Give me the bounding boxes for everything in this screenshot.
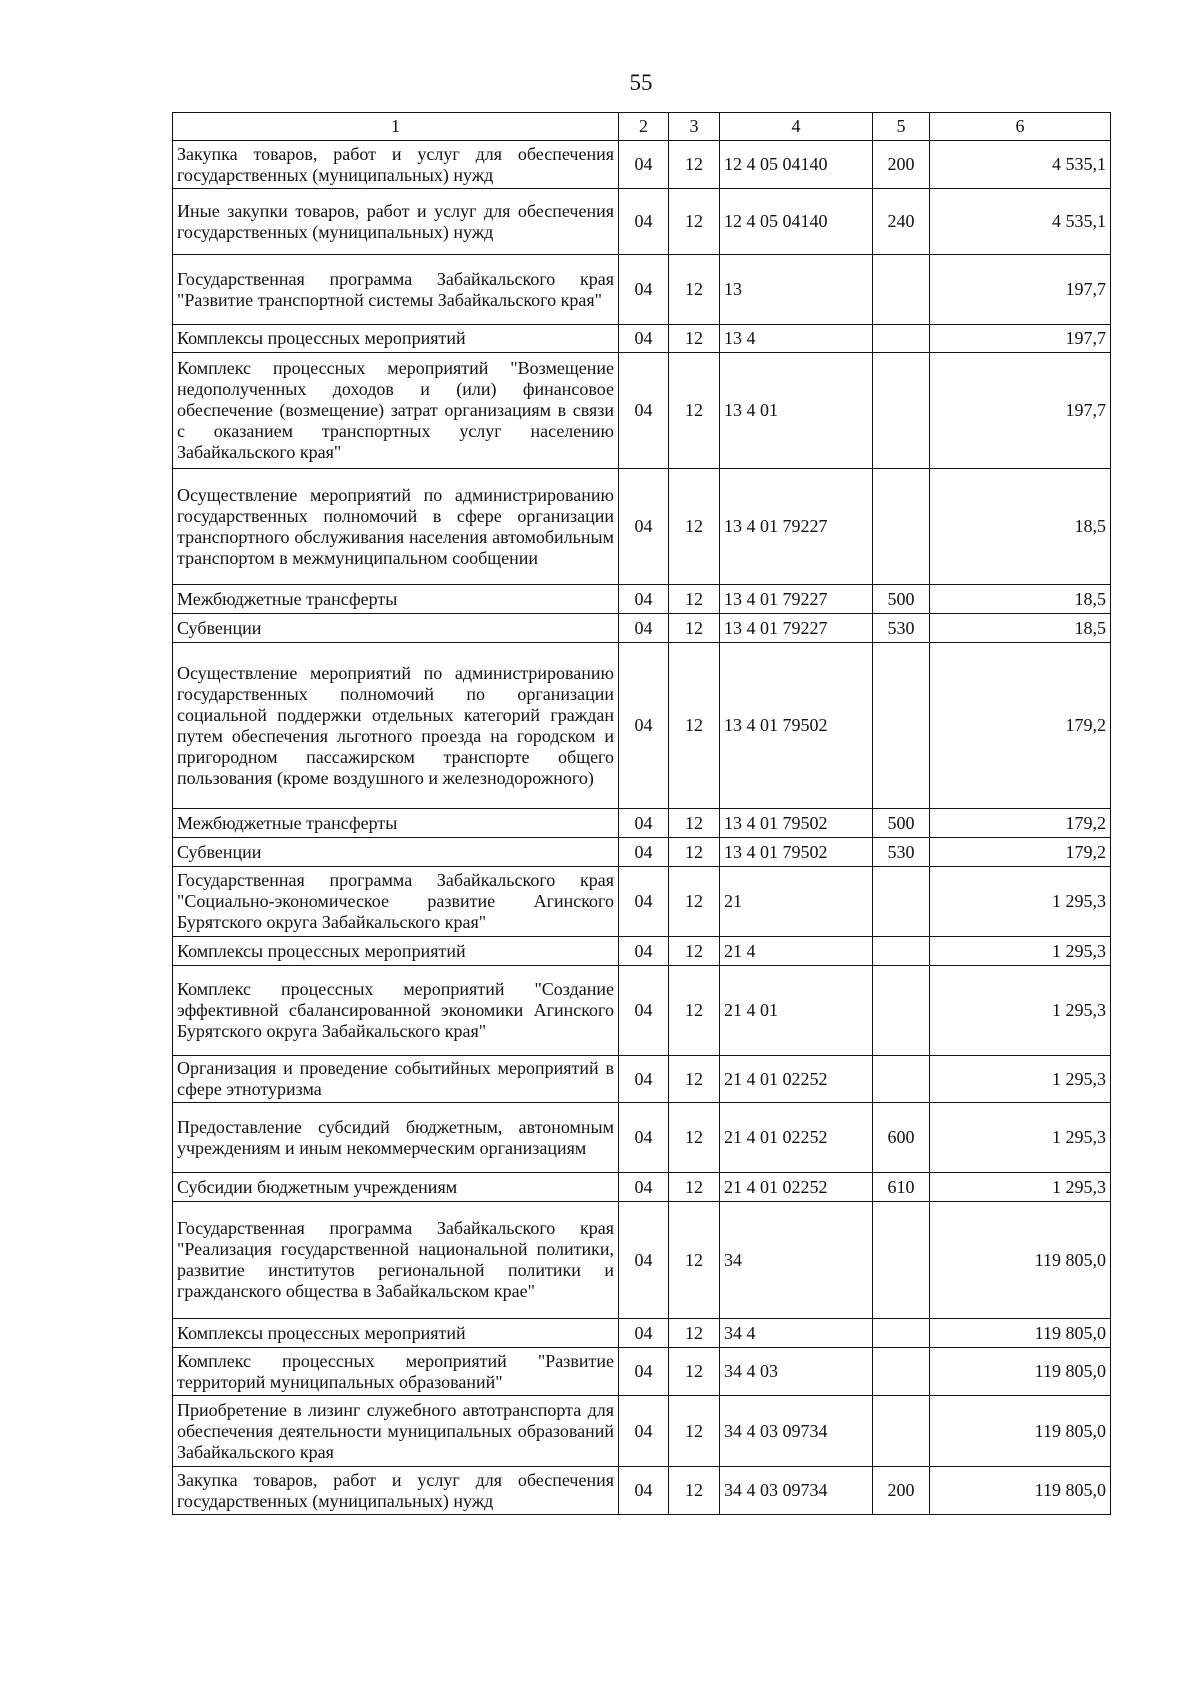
- table-row: [173, 325, 1111, 353]
- table-header-row: [173, 113, 1111, 141]
- row-section-cell: 04: [619, 937, 669, 966]
- row-amount-cell: 119 805,0: [930, 1396, 1111, 1467]
- row-target-code-cell: 34: [720, 1202, 873, 1319]
- table-row: [173, 614, 1111, 643]
- row-subsection-cell: 12: [669, 189, 720, 255]
- row-section-cell: 04: [619, 867, 669, 937]
- row-subsection-cell: 12: [669, 614, 720, 643]
- row-name-cell: Комплекс процессных мероприятий "Возмещение недополученных доходов и (или) финансовое обеспечение (возмещение) затрат организациям в связи с оказанием транспортных услуг населению Забайкальского края": [173, 353, 619, 469]
- row-expense-type-cell: [873, 867, 930, 937]
- row-section-cell: 04: [619, 643, 669, 809]
- row-section-cell: 04: [619, 141, 669, 189]
- row-name-cell: Межбюджетные трансферты: [173, 585, 619, 614]
- row-target-code-cell: 34 4 03: [720, 1348, 873, 1396]
- row-name-cell: Приобретение в лизинг служебного автотранспорта для обеспечения деятельности муниципальных образований Забайкальского края: [173, 1396, 619, 1467]
- row-name-cell: Закупка товаров, работ и услуг для обеспечения государственных (муниципальных) нужд: [173, 141, 619, 189]
- row-expense-type-cell: 530: [873, 614, 930, 643]
- row-section-cell: 04: [619, 1202, 669, 1319]
- row-subsection-cell: 12: [669, 353, 720, 469]
- row-section-cell: 04: [619, 1319, 669, 1348]
- table-row: [173, 469, 1111, 585]
- row-name-cell: Осуществление мероприятий по администрированию государственных полномочий в сфере организации транспортного обслуживания населения автомобильным транспортом в межмуниципальном сообщении: [173, 469, 619, 585]
- row-section-cell: 04: [619, 838, 669, 867]
- table-row: [173, 966, 1111, 1056]
- row-subsection-cell: 12: [669, 141, 720, 189]
- row-amount-cell: 4 535,1: [930, 189, 1111, 255]
- row-subsection-cell: 12: [669, 809, 720, 838]
- row-section-cell: 04: [619, 809, 669, 838]
- table-row: [173, 937, 1111, 966]
- row-expense-type-cell: 200: [873, 141, 930, 189]
- row-amount-cell: 119 805,0: [930, 1348, 1111, 1396]
- row-subsection-cell: 12: [669, 1467, 720, 1515]
- row-subsection-cell: 12: [669, 1056, 720, 1103]
- row-expense-type-cell: 240: [873, 189, 930, 255]
- row-amount-cell: 4 535,1: [930, 141, 1111, 189]
- row-expense-type-cell: [873, 1202, 930, 1319]
- row-amount-cell: 18,5: [930, 469, 1111, 585]
- row-name-cell: Комплекс процессных мероприятий "Создание эффективной сбалансированной экономики Агинского Бурятского округа Забайкальского края": [173, 966, 619, 1056]
- column-header: 4: [720, 113, 873, 141]
- row-section-cell: 04: [619, 1103, 669, 1173]
- row-expense-type-cell: [873, 353, 930, 469]
- row-section-cell: 04: [619, 1396, 669, 1467]
- table-row: [173, 867, 1111, 937]
- row-section-cell: 04: [619, 614, 669, 643]
- table-row: [173, 1056, 1111, 1103]
- row-subsection-cell: 12: [669, 838, 720, 867]
- row-target-code-cell: 13 4 01 79502: [720, 838, 873, 867]
- row-amount-cell: 119 805,0: [930, 1467, 1111, 1515]
- row-expense-type-cell: 610: [873, 1173, 930, 1202]
- row-subsection-cell: 12: [669, 469, 720, 585]
- row-expense-type-cell: [873, 966, 930, 1056]
- row-target-code-cell: 21 4 01 02252: [720, 1173, 873, 1202]
- row-amount-cell: 197,7: [930, 353, 1111, 469]
- row-subsection-cell: 12: [669, 1103, 720, 1173]
- row-name-cell: Закупка товаров, работ и услуг для обеспечения государственных (муниципальных) нужд: [173, 1467, 619, 1515]
- row-name-cell: Государственная программа Забайкальского края "Развитие транспортной системы Забайкальского края": [173, 255, 619, 325]
- row-name-cell: Государственная программа Забайкальского края "Социально-экономическое развитие Агинского Бурятского округа Забайкальского края": [173, 867, 619, 937]
- row-name-cell: Межбюджетные трансферты: [173, 809, 619, 838]
- row-amount-cell: 119 805,0: [930, 1319, 1111, 1348]
- row-section-cell: 04: [619, 966, 669, 1056]
- row-name-cell: Организация и проведение событийных мероприятий в сфере этнотуризма: [173, 1056, 619, 1103]
- table-row: [173, 189, 1111, 255]
- row-target-code-cell: 13 4 01 79227: [720, 469, 873, 585]
- row-expense-type-cell: [873, 643, 930, 809]
- row-expense-type-cell: 500: [873, 585, 930, 614]
- row-name-cell: Субвенции: [173, 838, 619, 867]
- row-section-cell: 04: [619, 1173, 669, 1202]
- row-subsection-cell: 12: [669, 255, 720, 325]
- row-target-code-cell: 13 4 01 79502: [720, 643, 873, 809]
- row-target-code-cell: 12 4 05 04140: [720, 189, 873, 255]
- row-subsection-cell: 12: [669, 966, 720, 1056]
- row-amount-cell: 1 295,3: [930, 1173, 1111, 1202]
- row-target-code-cell: 21 4 01: [720, 966, 873, 1056]
- row-target-code-cell: 34 4 03 09734: [720, 1467, 873, 1515]
- row-expense-type-cell: [873, 937, 930, 966]
- row-section-cell: 04: [619, 353, 669, 469]
- row-amount-cell: 1 295,3: [930, 937, 1111, 966]
- row-subsection-cell: 12: [669, 643, 720, 809]
- row-target-code-cell: 34 4: [720, 1319, 873, 1348]
- row-amount-cell: 1 295,3: [930, 1103, 1111, 1173]
- table-row: [173, 353, 1111, 469]
- row-expense-type-cell: [873, 469, 930, 585]
- row-target-code-cell: 21 4 01 02252: [720, 1056, 873, 1103]
- row-target-code-cell: 13 4 01 79227: [720, 585, 873, 614]
- row-amount-cell: 197,7: [930, 325, 1111, 353]
- row-name-cell: Государственная программа Забайкальского края "Реализация государственной национальной политики, развитие институтов региональной политики и гражданского общества в Забайкальском крае": [173, 1202, 619, 1319]
- row-subsection-cell: 12: [669, 325, 720, 353]
- row-expense-type-cell: [873, 1056, 930, 1103]
- table-row: [173, 255, 1111, 325]
- table-body: [173, 113, 1111, 1515]
- row-name-cell: Иные закупки товаров, работ и услуг для обеспечения государственных (муниципальных) нужд: [173, 189, 619, 255]
- column-header: 3: [669, 113, 720, 141]
- row-name-cell: Осуществление мероприятий по администрированию государственных полномочий по организации социальной поддержки отдельных категорий граждан путем обеспечения льготного проезда на городском и пригородном пассажирском транспорте общего пользования (кроме воздушного и железнодорожного): [173, 643, 619, 809]
- row-target-code-cell: 34 4 03 09734: [720, 1396, 873, 1467]
- table-row: [173, 1173, 1111, 1202]
- row-target-code-cell: 13 4: [720, 325, 873, 353]
- row-subsection-cell: 12: [669, 585, 720, 614]
- row-amount-cell: 197,7: [930, 255, 1111, 325]
- row-amount-cell: 1 295,3: [930, 1056, 1111, 1103]
- row-section-cell: 04: [619, 255, 669, 325]
- table-row: [173, 1319, 1111, 1348]
- row-expense-type-cell: [873, 1319, 930, 1348]
- table-row: [173, 1396, 1111, 1467]
- row-amount-cell: 1 295,3: [930, 867, 1111, 937]
- row-target-code-cell: 21 4: [720, 937, 873, 966]
- row-subsection-cell: 12: [669, 1202, 720, 1319]
- row-expense-type-cell: [873, 325, 930, 353]
- table-row: [173, 838, 1111, 867]
- row-subsection-cell: 12: [669, 1348, 720, 1396]
- row-subsection-cell: 12: [669, 1396, 720, 1467]
- row-amount-cell: 179,2: [930, 809, 1111, 838]
- row-name-cell: Субвенции: [173, 614, 619, 643]
- row-section-cell: 04: [619, 1467, 669, 1515]
- table-row: [173, 1348, 1111, 1396]
- column-header: 5: [873, 113, 930, 141]
- column-header: 2: [619, 113, 669, 141]
- table-row: [173, 585, 1111, 614]
- row-target-code-cell: 21 4 01 02252: [720, 1103, 873, 1173]
- row-expense-type-cell: [873, 1348, 930, 1396]
- row-section-cell: 04: [619, 325, 669, 353]
- table-row: [173, 809, 1111, 838]
- row-name-cell: Субсидии бюджетным учреждениям: [173, 1173, 619, 1202]
- table-row: [173, 141, 1111, 189]
- row-subsection-cell: 12: [669, 1173, 720, 1202]
- row-amount-cell: 18,5: [930, 585, 1111, 614]
- row-amount-cell: 1 295,3: [930, 966, 1111, 1056]
- row-expense-type-cell: [873, 1396, 930, 1467]
- row-target-code-cell: 12 4 05 04140: [720, 141, 873, 189]
- row-section-cell: 04: [619, 469, 669, 585]
- row-subsection-cell: 12: [669, 1319, 720, 1348]
- row-amount-cell: 119 805,0: [930, 1202, 1111, 1319]
- row-target-code-cell: 21: [720, 867, 873, 937]
- row-section-cell: 04: [619, 1056, 669, 1103]
- table-row: [173, 1202, 1111, 1319]
- row-expense-type-cell: 500: [873, 809, 930, 838]
- row-subsection-cell: 12: [669, 867, 720, 937]
- row-subsection-cell: 12: [669, 937, 720, 966]
- row-target-code-cell: 13 4 01 79227: [720, 614, 873, 643]
- table-row: [173, 643, 1111, 809]
- row-name-cell: Комплексы процессных мероприятий: [173, 1319, 619, 1348]
- row-name-cell: Комплекс процессных мероприятий "Развитие территорий муниципальных образований": [173, 1348, 619, 1396]
- column-header: 6: [930, 113, 1111, 141]
- row-section-cell: 04: [619, 585, 669, 614]
- row-target-code-cell: 13 4 01: [720, 353, 873, 469]
- row-target-code-cell: 13: [720, 255, 873, 325]
- row-expense-type-cell: [873, 255, 930, 325]
- row-expense-type-cell: 600: [873, 1103, 930, 1173]
- row-name-cell: Комплексы процессных мероприятий: [173, 937, 619, 966]
- row-name-cell: Комплексы процессных мероприятий: [173, 325, 619, 353]
- table-row: [173, 1467, 1111, 1515]
- row-expense-type-cell: 530: [873, 838, 930, 867]
- row-amount-cell: 179,2: [930, 838, 1111, 867]
- column-header: 1: [173, 113, 619, 141]
- row-amount-cell: 18,5: [930, 614, 1111, 643]
- budget-table: [172, 112, 1111, 1515]
- row-target-code-cell: 13 4 01 79502: [720, 809, 873, 838]
- row-section-cell: 04: [619, 189, 669, 255]
- row-expense-type-cell: 200: [873, 1467, 930, 1515]
- row-name-cell: Предоставление субсидий бюджетным, автономным учреждениям и иным некоммерческим организациям: [173, 1103, 619, 1173]
- page-number: 55: [629, 70, 653, 95]
- row-amount-cell: 179,2: [930, 643, 1111, 809]
- table-row: [173, 1103, 1111, 1173]
- row-section-cell: 04: [619, 1348, 669, 1396]
